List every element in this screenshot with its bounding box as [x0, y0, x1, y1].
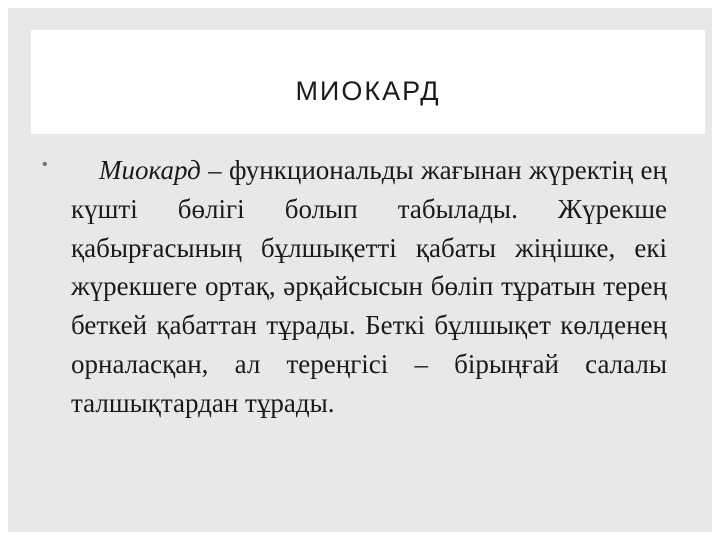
bullet-text: – функциональды жағынан жүректің ең күшті бөлігі болып табылады. Жүрекше қабырғасының бұлшықетті қабаты жіңішке, екі жүрекшеге ортақ, әрқайсысын бөліп тұратын терең беткей қабаттан тұрады. Беткі бұлшықет көлденең орналасқан, ал тереңгісі – бірыңғай салалы талшықтардан тұрады. — [71, 155, 667, 418]
slide — [8, 8, 712, 532]
bullet-paragraph — [71, 151, 667, 423]
title-area — [31, 30, 705, 134]
bullet-term: Миокард — [99, 155, 201, 185]
bullet-dot-icon: • — [42, 156, 48, 173]
slide-title: МИОКАРД — [295, 76, 441, 106]
